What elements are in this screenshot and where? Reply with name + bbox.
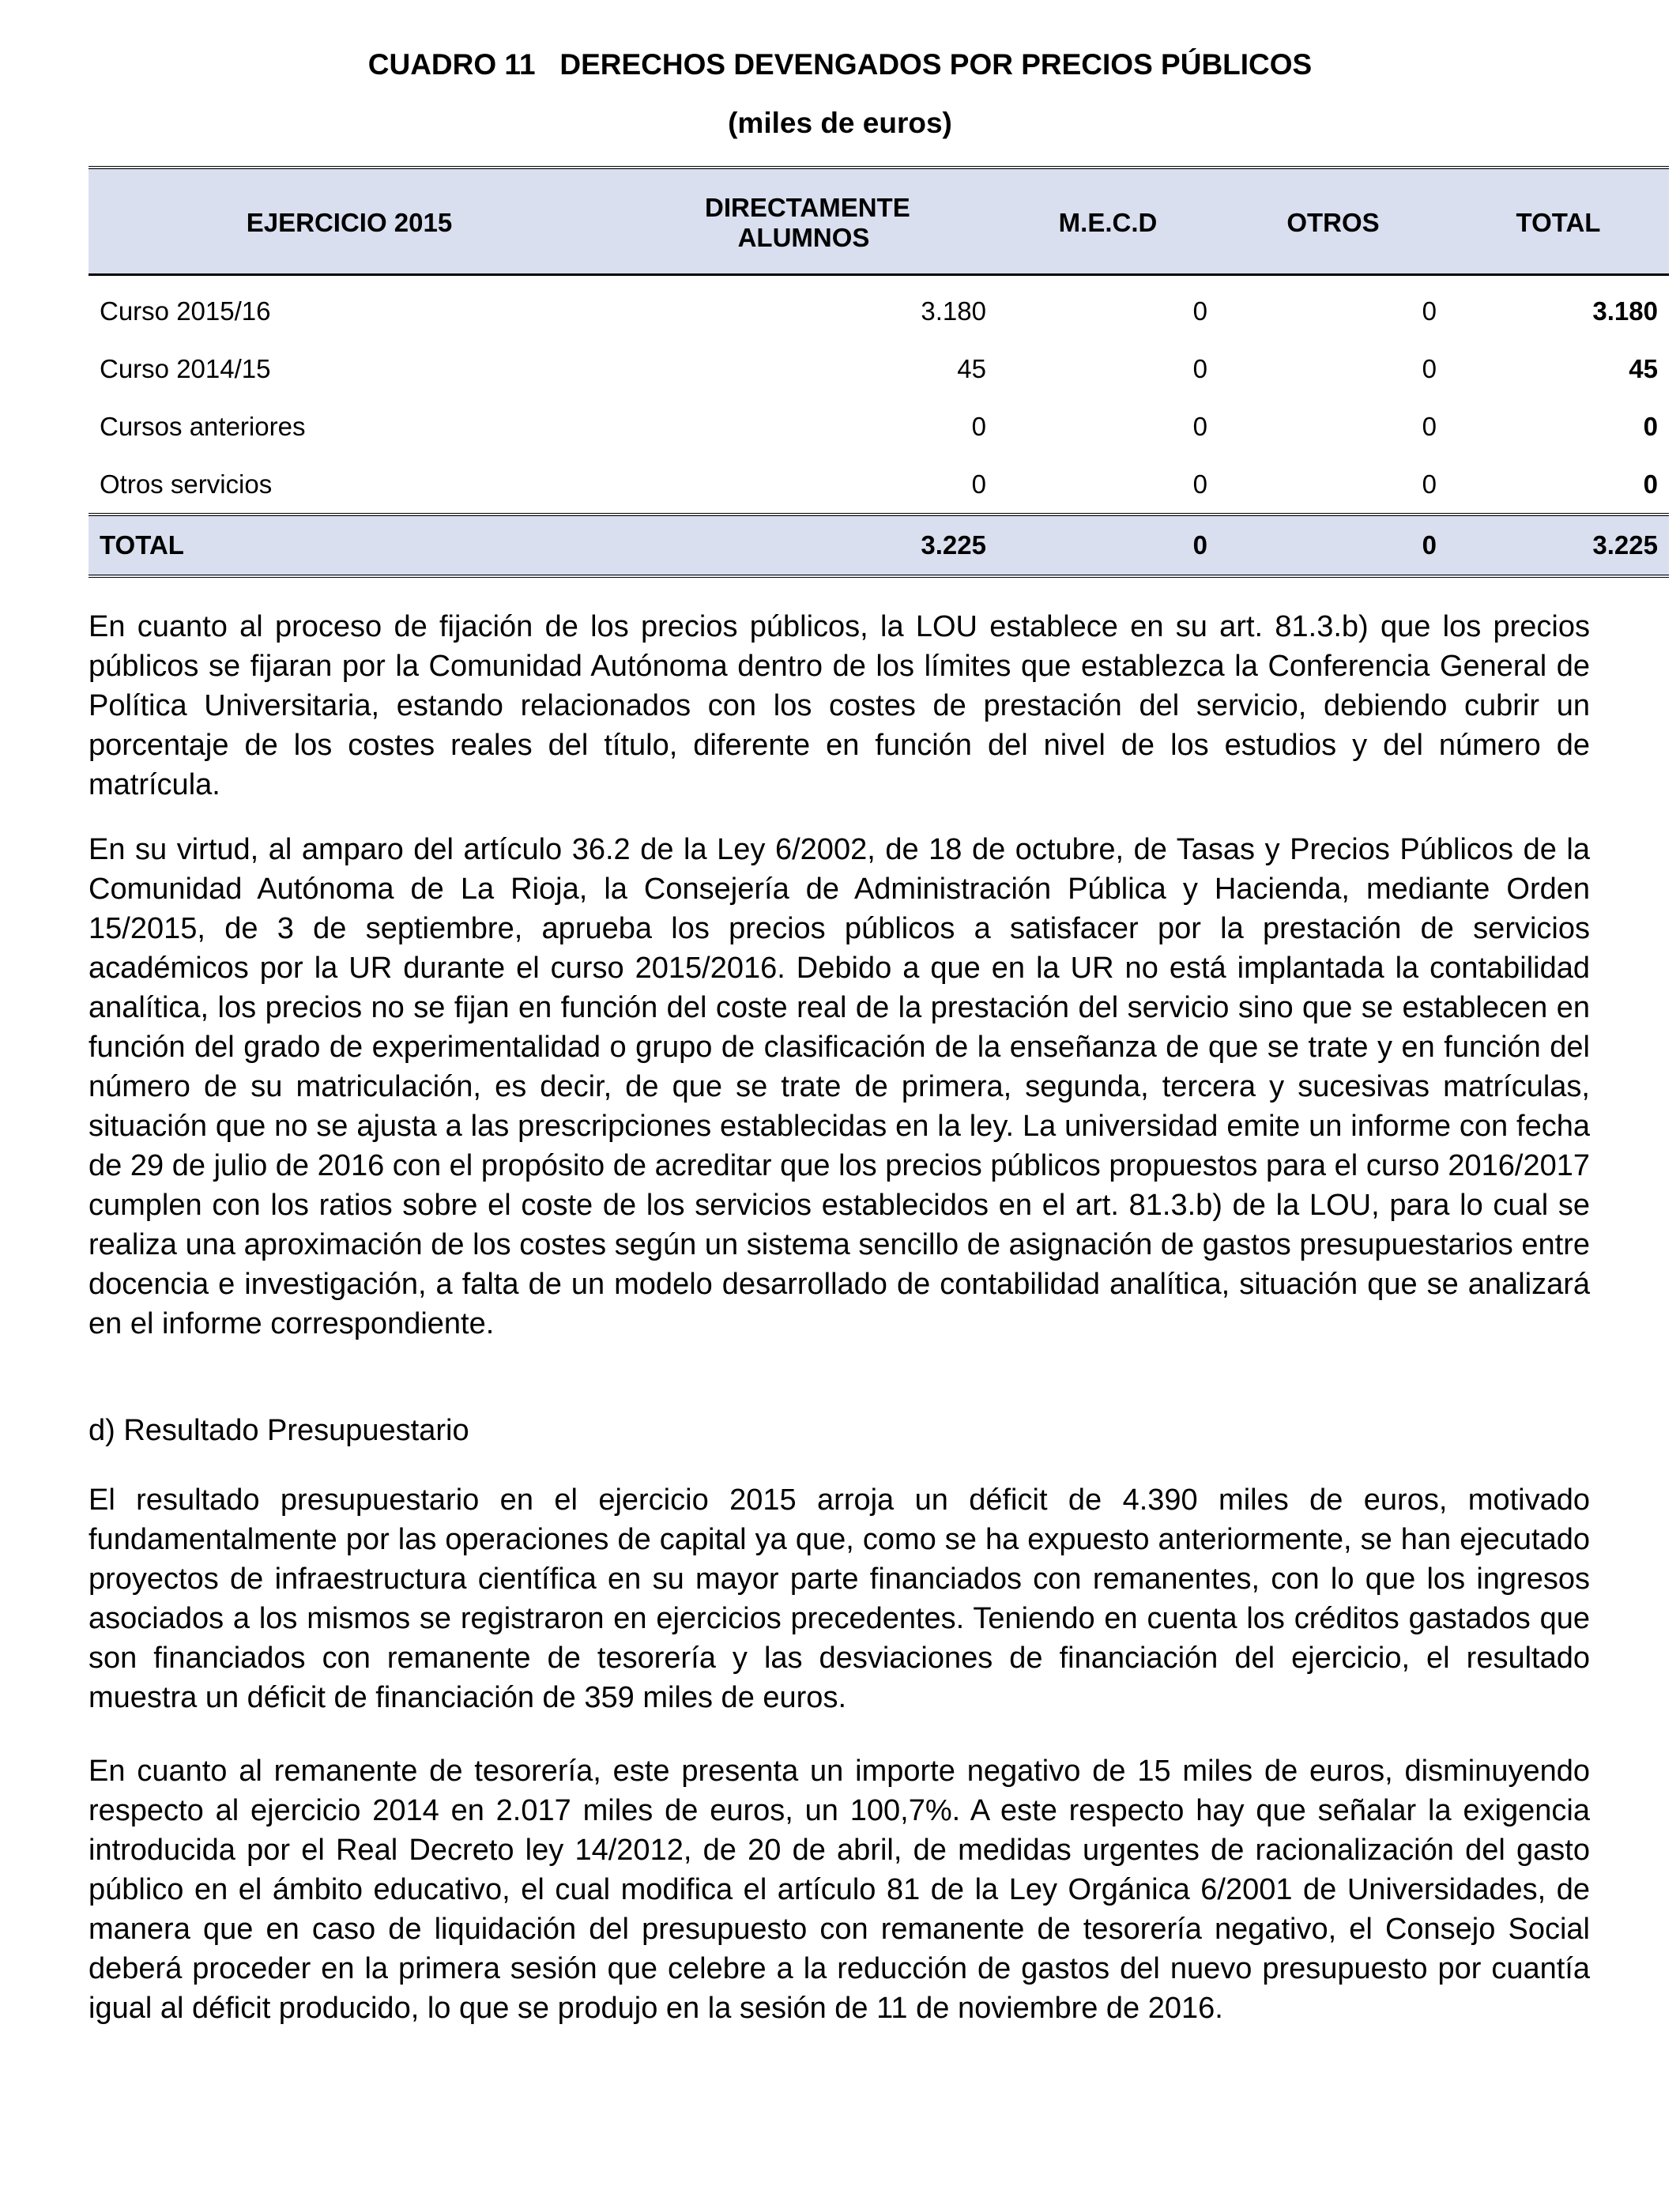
total-mecd: 0 xyxy=(997,515,1219,576)
row-label: Curso 2015/16 xyxy=(100,296,271,326)
total-row-label: TOTAL xyxy=(89,515,610,576)
cell-directamente-alumnos: 3.180 xyxy=(921,296,986,326)
table-total-row xyxy=(89,515,1669,576)
cell-otros: 0 xyxy=(1422,469,1437,499)
cell-directamente-alumnos: 0 xyxy=(971,411,986,441)
cell-mecd: 0 xyxy=(1192,469,1207,499)
precios-publicos-table xyxy=(89,166,1669,578)
header-mecd: M.E.C.D xyxy=(997,168,1219,275)
cell-otros: 0 xyxy=(1422,411,1437,441)
cell-mecd: 0 xyxy=(1192,411,1207,441)
header-total: TOTAL xyxy=(1448,168,1669,275)
cell-total: 45 xyxy=(1629,353,1658,383)
paragraph-resultado-presupuestario: El resultado presupuestario en el ejercicio 2015 arroja un déficit de 4.390 miles de euros, motivado fundamentalmente por las operaciones de capital ya que, como se ha expuesto anteriormente, se han ejecutado proyectos de infraestructura científica en su mayor parte financiados con remanentes, con lo que los ingresos asociados a los mismos se registraron en ejercicios precedentes. Teniendo en cuenta los créditos gastados que son financiados con remanente de tesorería y las desviaciones de financiación del ejercicio, el resultado muestra un déficit de financiación de 359 miles de euros. xyxy=(89,1483,1590,1714)
total-otros: 0 xyxy=(1219,515,1448,576)
header-otros: OTROS xyxy=(1219,168,1448,275)
section-heading-resultado-presupuestario: d) Resultado Presupuestario xyxy=(89,1414,469,1447)
total-directamente-alumnos: 3.225 xyxy=(610,515,997,576)
table-header-row xyxy=(89,168,1669,275)
table-title: CUADRO 11 DERECHOS DEVENGADOS POR PRECIOS PÚBLICOS xyxy=(367,48,1313,81)
row-label: Cursos anteriores xyxy=(100,411,306,441)
table-row xyxy=(89,275,1669,341)
cell-directamente-alumnos: 0 xyxy=(971,469,986,499)
table-row xyxy=(89,340,1669,398)
paragraph-fijacion-precios: En cuanto al proceso de fijación de los precios públicos, la LOU establece en su art. 81.3.b) que los precios públicos se fijaran por la Comunidad Autónoma dentro de los límites que establezca la Conferencia General de Política Universitaria, estando relacionados con los costes de prestación del servicio, debiendo cubrir un porcentaje de los costes reales del título, diferente en función del nivel de los estudios y del número de matrícula. xyxy=(89,610,1590,801)
cell-total: 0 xyxy=(1643,469,1658,499)
cell-directamente-alumnos: 45 xyxy=(957,353,986,383)
header-directamente-alumnos: DIRECTAMENTE ALUMNOS xyxy=(610,168,997,275)
table-row xyxy=(89,455,1669,515)
cell-total: 3.180 xyxy=(1592,296,1658,326)
paragraph-ley-tasas: En su virtud, al amparo del artículo 36.2 de la Ley 6/2002, de 18 de octubre, de Tasas y Precios Públicos de la Comunidad Autónoma de La Rioja, la Consejería de Administración Pública y Hacienda, mediante Orden 15/2015, de 3 de septiembre, aprueba los precios públicos a satisfacer por la prestación de servicios académicos por la UR durante el curso 2015/2016. Debido a que en la UR no está implantada la contabilidad analítica, los precios no se fijan en función del coste real de la prestación del servicio sino que se establecen en función del grado de experimentalidad o grupo de clasificación de la enseñanza de que se trate y en función del número de su matriculación, es decir, de que se trate de primera, segunda, tercera y sucesivas matrículas, situación que no se ajusta a las prescripciones establecidas en la ley. La universidad emite un informe con fecha de 29 de julio de 2016 con el propósito de acreditar que los precios públicos propuestos para el curso 2016/2017 cumplen con los ratios sobre el coste de los servicios establecidos en el art. 81.3.b) de la LOU, para lo cual se realiza una aproximación de los costes según un sistema sencillo de asignación de gastos presupuestarios entre docencia e investigación, a falta de un modelo desarrollado de contabilidad analítica, situación que se analizará en el informe correspondiente. xyxy=(89,833,1590,1340)
cell-otros: 0 xyxy=(1422,353,1437,383)
paragraph-remanente-tesoreria: En cuanto al remanente de tesorería, este presenta un importe negativo de 15 miles de euros, disminuyendo respecto al ejercicio 2014 en 2.017 miles de euros, un 100,7%. A este respecto hay que señalar la exigencia introducida por el Real Decreto ley 14/2012, de 20 de abril, de medidas urgentes de racionalización del gasto público en el ámbito educativo, el cual modifica el artículo 81 de la Ley Orgánica 6/2001 de Universidades, de manera que en caso de liquidación del presupuesto con remanente de tesorería negativo, el Consejo Social deberá proceder en la primera sesión que celebre a la reducción de gastos del nuevo presupuesto por cuantía igual al déficit producido, lo que se produjo en la sesión de 11 de noviembre de 2016. xyxy=(89,1755,1590,2025)
row-label: Curso 2014/15 xyxy=(100,353,271,383)
row-label: Otros servicios xyxy=(100,469,273,499)
cell-mecd: 0 xyxy=(1192,296,1207,326)
header-ejercicio: EJERCICIO 2015 xyxy=(89,168,610,275)
table-row xyxy=(89,398,1669,455)
total-total: 3.225 xyxy=(1448,515,1669,576)
cell-total: 0 xyxy=(1643,411,1658,441)
cell-otros: 0 xyxy=(1422,296,1437,326)
cell-mecd: 0 xyxy=(1192,353,1207,383)
table-subtitle: (miles de euros) xyxy=(728,107,952,139)
